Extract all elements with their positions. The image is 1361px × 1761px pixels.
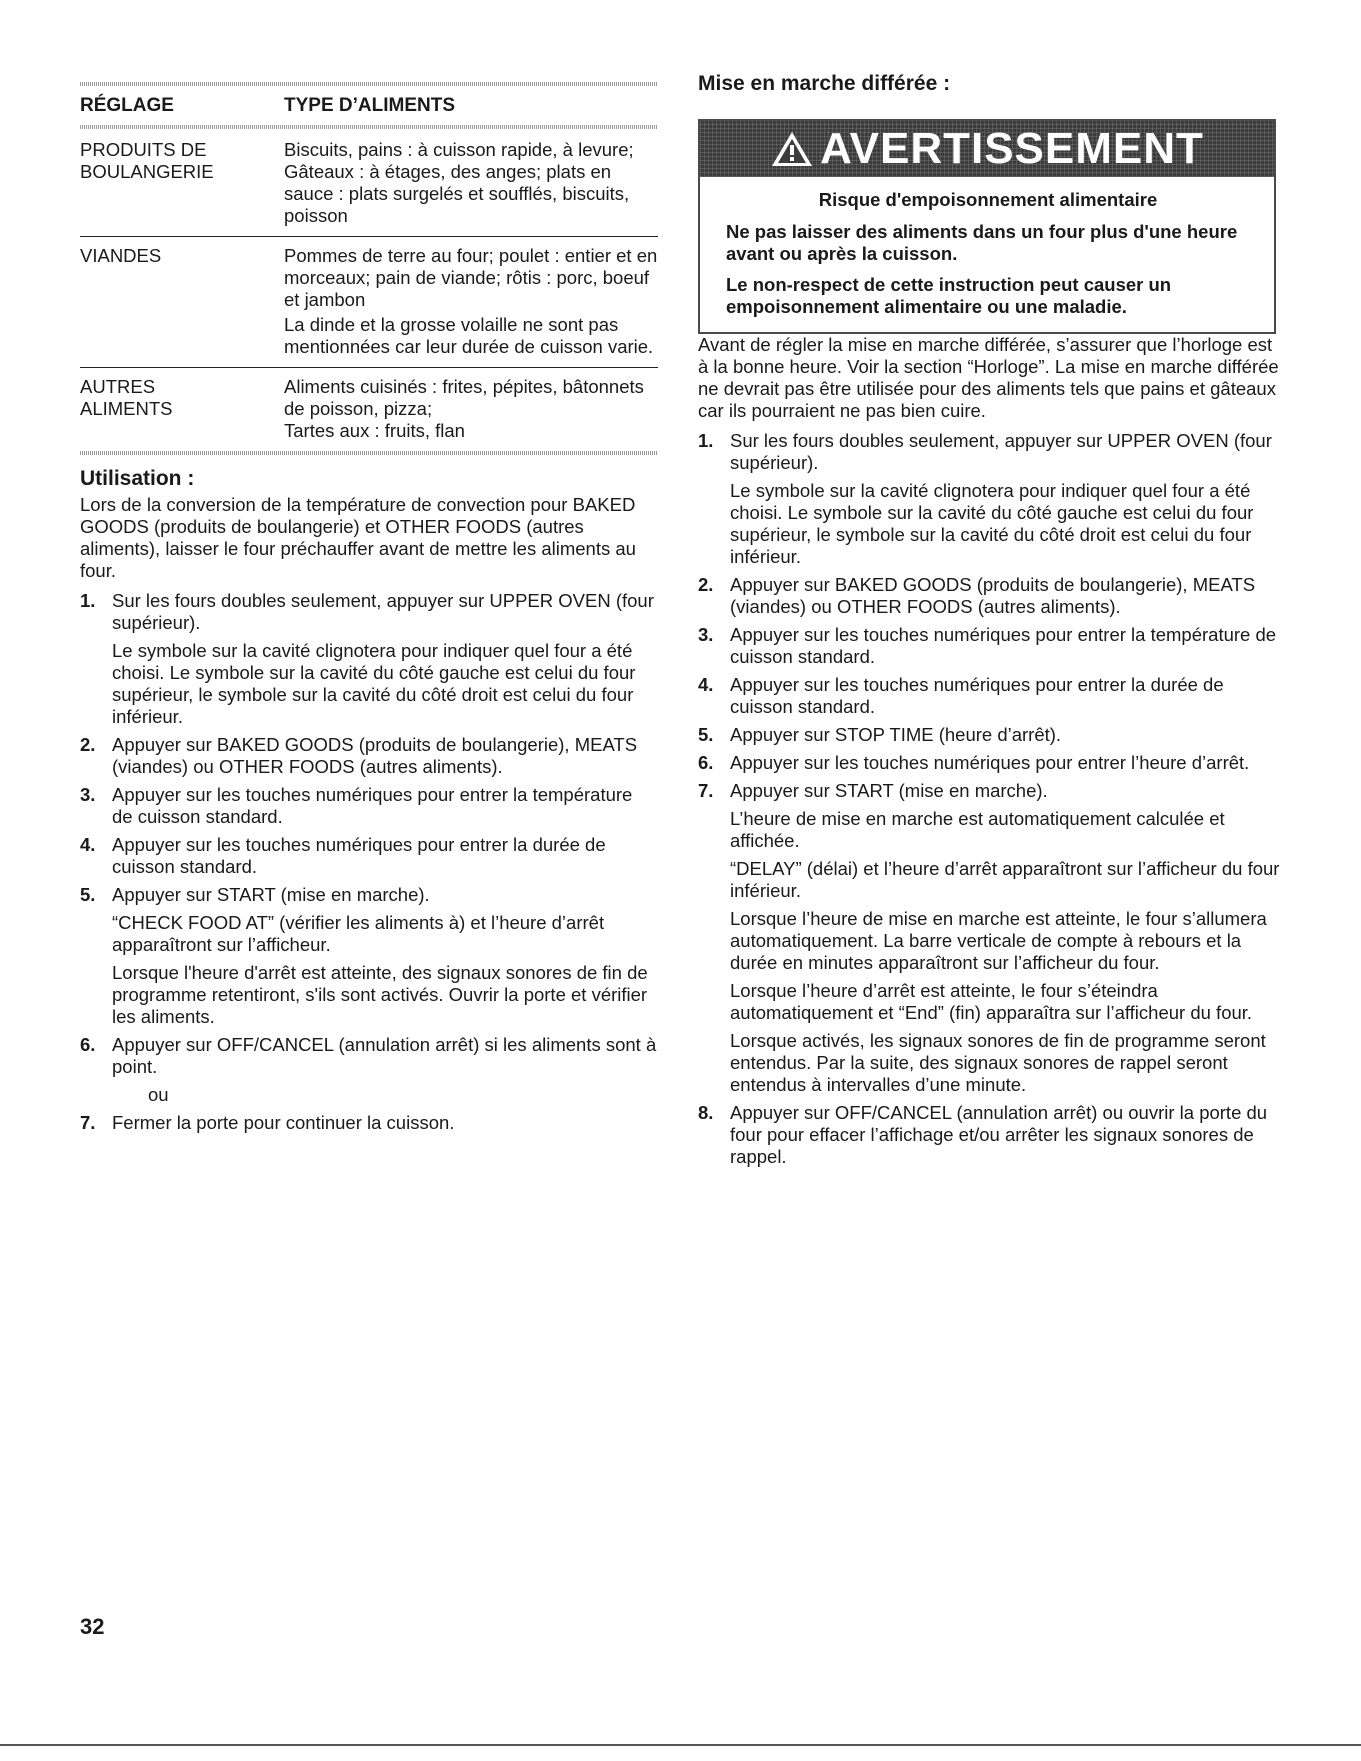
step-item <box>80 1112 658 1134</box>
food-type-text: Pommes de terre au four; poulet : entier et en morceaux; pain de viande; rôtis : porc, boeuf et jambon <box>284 245 658 310</box>
left-column <box>80 82 658 1140</box>
step-number: 1. <box>698 430 714 451</box>
step-text: Appuyer sur OFF/CANCEL (annulation arrêt) si les aliments sont à point. <box>112 1034 657 1077</box>
step-item <box>698 752 1280 774</box>
step-text: Appuyer sur les touches numériques pour entrer la température de cuisson standard. <box>112 784 633 827</box>
warning-line-2: Le non-respect de cette instruction peut causer un empoisonnement alimentaire ou une maladie. <box>726 274 1172 317</box>
step-number: 8. <box>698 1102 714 1123</box>
utilisation-heading: Utilisation : <box>80 467 195 490</box>
step-note: Lorsque l’heure de mise en marche est atteinte, le four s’allumera automatiquement. La barre verticale de compte à rebours et la durée en minutes apparaîtront sur l’afficheur du four. <box>730 908 1267 973</box>
header-setting: RÉGLAGE <box>80 95 174 116</box>
food-type-text: Aliments cuisinés : frites, pépites, bâtonnets de poisson, pizza; Tartes aux : fruits, flan <box>284 376 644 441</box>
table-row <box>80 236 658 367</box>
setting-cell: VIANDES <box>80 245 162 266</box>
step-note: “DELAY” (délai) et l’heure d’arrêt apparaîtront sur l’afficheur du four inférieur. <box>730 858 1280 901</box>
step-note: L’heure de mise en marche est automatiquement calculée et affichée. <box>730 808 1225 851</box>
step-or: ou <box>148 1084 169 1105</box>
warning-banner <box>700 121 1274 177</box>
warning-line-1: Ne pas laisser des aliments dans un four plus d'une heure avant ou après la cuisson. <box>726 221 1238 264</box>
step-number: 1. <box>80 590 96 611</box>
food-type-cell <box>284 376 658 442</box>
step-item <box>80 590 658 728</box>
delayed-start-steps <box>698 430 1280 1168</box>
step-note: Lorsque l'heure d'arrêt est atteinte, des signaux sonores de fin de programme retentiront, s'ils sont activés. Ouvrir la porte et vérifier les aliments. <box>112 962 648 1027</box>
step-number: 2. <box>80 734 96 755</box>
step-text: Appuyer sur BAKED GOODS (produits de boulangerie), MEATS (viandes) ou OTHER FOODS (autres aliments). <box>112 734 638 777</box>
food-type-text: Biscuits, pains : à cuisson rapide, à levure; Gâteaux : à étages, des anges; plats en sauce : plats surgelés et soufflés, biscuits, poisson <box>284 139 634 226</box>
step-text: Appuyer sur OFF/CANCEL (annulation arrêt) ou ouvrir la porte du four pour effacer l’affichage et/ou arrêter les signaux sonores de rappel. <box>730 1102 1268 1167</box>
step-number: 6. <box>80 1034 96 1055</box>
step-item <box>80 884 658 1028</box>
step-text: Appuyer sur les touches numériques pour entrer l’heure d’arrêt. <box>730 752 1250 773</box>
step-item <box>80 784 658 828</box>
delayed-start-heading: Mise en marche différée : <box>698 72 951 95</box>
food-type-text: La dinde et la grosse volaille ne sont pas mentionnées car leur durée de cuisson varie. <box>284 314 654 357</box>
table-header-row <box>80 86 658 125</box>
step-item <box>80 734 658 778</box>
warning-title <box>770 124 1204 174</box>
warning-subtitle: Risque d'empoisonnement alimentaire <box>818 189 1158 210</box>
step-number: 4. <box>80 834 96 855</box>
food-type-cell <box>284 139 658 227</box>
step-text: Appuyer sur les touches numériques pour entrer la température de cuisson standard. <box>730 624 1277 667</box>
step-number: 3. <box>80 784 96 805</box>
step-number: 6. <box>698 752 714 773</box>
step-note: Lorsque activés, les signaux sonores de fin de programme seront entendus. Par la suite, des signaux sonores de rappel seront entendus à intervalles d’une minute. <box>730 1030 1266 1095</box>
step-item <box>698 724 1280 746</box>
page-bottom-rule <box>0 1744 1361 1746</box>
setting-cell: AUTRES ALIMENTS <box>80 376 173 419</box>
step-number: 3. <box>698 624 714 645</box>
step-item <box>698 574 1280 618</box>
step-item <box>80 834 658 878</box>
step-number: 2. <box>698 574 714 595</box>
step-text: Sur les fours doubles seulement, appuyer sur UPPER OVEN (four supérieur). <box>730 430 1272 473</box>
step-text: Appuyer sur BAKED GOODS (produits de boulangerie), MEATS (viandes) ou OTHER FOODS (autres aliments). <box>730 574 1256 617</box>
table-row <box>80 129 658 236</box>
step-item <box>698 624 1280 668</box>
step-number: 7. <box>698 780 714 801</box>
step-text: Fermer la porte pour continuer la cuisson. <box>112 1112 455 1133</box>
step-text: Appuyer sur START (mise en marche). <box>112 884 430 905</box>
header-food-type: TYPE D’ALIMENTS <box>284 95 456 116</box>
step-number: 5. <box>80 884 96 905</box>
setting-cell: PRODUITS DE BOULANGERIE <box>80 139 214 182</box>
table-bottom-rule <box>80 451 658 455</box>
step-note: Lorsque l’heure d’arrêt est atteinte, le four s’éteindra automatiquement et “End” (fin) apparaîtra sur l’afficheur du four. <box>730 980 1253 1023</box>
step-item <box>698 430 1280 568</box>
step-number: 4. <box>698 674 714 695</box>
warning-body <box>700 177 1274 332</box>
step-number: 5. <box>698 724 714 745</box>
right-column <box>698 72 1280 1174</box>
step-item <box>698 674 1280 718</box>
step-note: Le symbole sur la cavité clignotera pour indiquer quel four a été choisi. Le symbole sur la cavité du côté gauche est celui du four supérieur, le symbole sur la cavité du côté droit est celui du four inférieur. <box>730 480 1254 567</box>
warning-title-text: AVERTISSEMENT <box>820 124 1204 173</box>
step-item <box>698 1102 1280 1168</box>
utilisation-intro: Lors de la conversion de la température de convection pour BAKED GOODS (produits de boulangerie) et OTHER FOODS (autres aliments), laisser le four préchauffer avant de mettre les aliments au four. <box>80 494 636 581</box>
step-number: 7. <box>80 1112 96 1133</box>
step-item <box>80 1034 658 1106</box>
step-text: Appuyer sur les touches numériques pour entrer la durée de cuisson standard. <box>112 834 606 877</box>
step-text: Sur les fours doubles seulement, appuyer sur UPPER OVEN (four supérieur). <box>112 590 654 633</box>
cooking-settings-table <box>80 82 658 455</box>
step-text: Appuyer sur STOP TIME (heure d’arrêt). <box>730 724 1062 745</box>
food-type-cell <box>284 245 658 358</box>
table-body <box>80 129 658 451</box>
step-note: Le symbole sur la cavité clignotera pour indiquer quel four a été choisi. Le symbole sur la cavité du côté gauche est celui du four supérieur, le symbole sur la cavité du côté droit est celui du four inférieur. <box>112 640 636 727</box>
warning-triangle-icon <box>770 130 814 168</box>
step-note: “CHECK FOOD AT” (vérifier les aliments à) et l’heure d’arrêt apparaîtront sur l’afficheur. <box>112 912 605 955</box>
page-number: 32 <box>80 1614 105 1639</box>
table-row <box>80 367 658 451</box>
step-text: Appuyer sur les touches numériques pour entrer la durée de cuisson standard. <box>730 674 1224 717</box>
warning-box <box>698 119 1276 334</box>
step-item <box>698 780 1280 1096</box>
step-text: Appuyer sur START (mise en marche). <box>730 780 1048 801</box>
utilisation-steps <box>80 590 658 1134</box>
delayed-start-intro: Avant de régler la mise en marche différée, s’assurer que l’horloge est à la bonne heure. Voir la section “Horloge”. La mise en marche différée ne devrait pas être utilisée pour des aliments tels que pains et gâteaux car ils pourraient ne pas bien cuire. <box>698 334 1279 421</box>
